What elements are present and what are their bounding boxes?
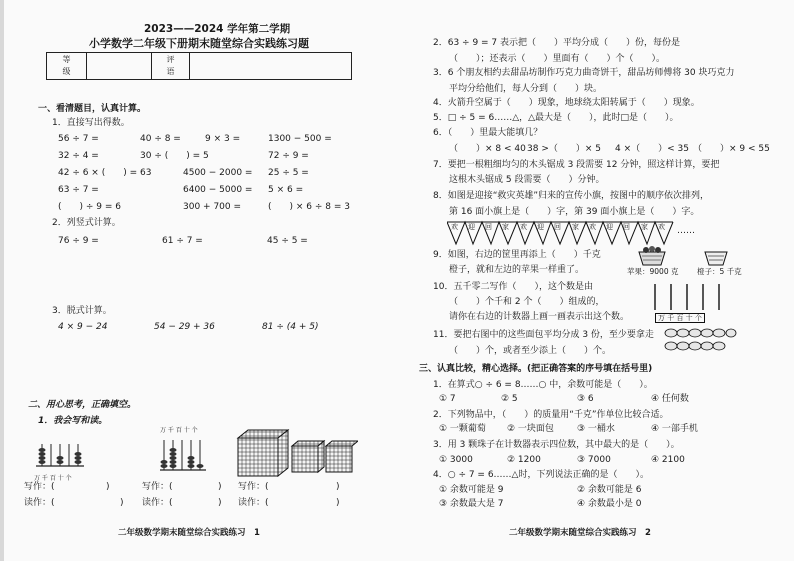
grade-cell bbox=[87, 53, 152, 79]
fill-q7-line2: 这根木头锯成 5 段需要（ ）分钟。 bbox=[449, 175, 605, 185]
q2-heading: 2．列竖式计算。 bbox=[52, 218, 121, 228]
fill-q2-line2: （ ）；还表示（ ）里面有（ ）个（ ）。 bbox=[449, 54, 666, 64]
orange-weight-label: 橙子：5 千克 bbox=[697, 267, 742, 276]
choice-q1-opt3: ③ 6 bbox=[577, 394, 594, 404]
choice-q3: 3．用 3 颗珠子在计数器表示四位数，其中最大的是（ ）。 bbox=[433, 440, 680, 450]
choice-q1-opt1: ① 7 bbox=[439, 394, 456, 404]
choice-q2-opt1: ① 一颗葡萄 bbox=[439, 424, 486, 434]
section-1-heading: 一、看清题目，认真计算。 bbox=[38, 104, 147, 114]
write-label-2: 写作：( bbox=[142, 482, 173, 492]
choice-q4-opt2: ② 余数可能是 6 bbox=[577, 485, 642, 495]
fill-q8-line1: 8．如图是迎接“救灾英雄”归来的宣传小旗，按图中的顺序依次排列， bbox=[433, 191, 710, 201]
fill-q11-line2: （ ）个，或者至少添上（ ）个。 bbox=[449, 346, 612, 356]
calc-r1-c4: 1300 − 500 = bbox=[268, 134, 332, 144]
flag-char-8: 家 bbox=[572, 223, 579, 231]
counting-frame-image bbox=[647, 280, 727, 314]
calc-r3-c4: 25 ÷ 5 = bbox=[268, 168, 309, 178]
flag-ellipsis: …… bbox=[677, 226, 695, 236]
choice-q3-opt3: ③ 7000 bbox=[577, 455, 611, 465]
fill-q7-line1: 7．要把一根粗细均匀的木头锯成 3 段需要 12 分钟，照这样计算，要把 bbox=[433, 160, 720, 170]
calc-r2-c2: 30 ÷ ( ) = 5 bbox=[140, 151, 209, 161]
flag-char-4: 家 bbox=[502, 223, 509, 231]
fill-q6: 6．（ ）里最大能填几？ bbox=[433, 128, 543, 138]
fill-q3-line1: 3．6 个朋友相约去甜品坊制作巧克力曲奇饼干，甜品坊师傅将 30 块巧克力 bbox=[433, 68, 735, 78]
flag-char-12: 家 bbox=[641, 223, 648, 231]
calc-r4-c3: 6400 − 5000 = bbox=[183, 185, 253, 195]
q6-item-1: （ ）× 8 < 40 bbox=[449, 144, 526, 154]
abacus-1-image bbox=[34, 440, 86, 476]
q6-item-4: （ ）× 9 < 55 bbox=[693, 144, 770, 154]
write-label-3: 写作：( bbox=[238, 482, 269, 492]
fill-q10-line2: （ ）个千和 2 个（ ）组成的， bbox=[449, 297, 605, 307]
fill-q10-line3: 请你在右边的计数器上画一画表示出这个数。 bbox=[449, 312, 630, 322]
page-2 bbox=[397, 0, 794, 561]
choice-q2-opt3: ③ 一桶水 bbox=[577, 424, 615, 434]
mixed-calc-3: 81 ÷ (4 + 5) bbox=[262, 322, 319, 332]
abacus-2-labels: 万 千 百 十 个 bbox=[160, 427, 198, 434]
vertical-calc-1: 76 ÷ 9 = bbox=[58, 236, 99, 246]
q1-heading: 1．直接写出得数。 bbox=[52, 118, 130, 128]
abacus-2-image bbox=[158, 438, 208, 474]
flag-char-7: 回 bbox=[554, 223, 561, 231]
calc-r4-c4: 5 × 6 = bbox=[268, 185, 304, 195]
exam-title: 小学数学二年级下册期末随堂综合实践练习题 bbox=[89, 37, 309, 50]
choice-q2-opt4: ④ 一部手机 bbox=[651, 424, 698, 434]
read-label-3: 读作：( bbox=[238, 498, 269, 508]
vertical-calc-2: 61 ÷ 7 = bbox=[162, 236, 203, 246]
choice-q2-opt2: ② 一块面包 bbox=[507, 424, 554, 434]
scan-edge bbox=[0, 0, 4, 561]
grade-label: 等 级 bbox=[62, 55, 71, 76]
place-value-blocks-image bbox=[234, 428, 358, 478]
choice-q4-opt3: ③ 余数最大是 7 bbox=[439, 499, 504, 509]
choice-q1-opt2: ② 5 bbox=[501, 394, 518, 404]
mixed-calc-1: 4 × 9 − 24 bbox=[58, 322, 108, 332]
section-2-heading: 二、用心思考，正确填空。 bbox=[28, 400, 137, 410]
orange-basket-icon bbox=[703, 246, 729, 266]
calc-r5-c1: ( ) ÷ 9 = 6 bbox=[58, 202, 122, 212]
choice-q4-opt1: ① 余数可能是 9 bbox=[439, 485, 504, 495]
abacus-1-labels: 万 千 百 十 个 bbox=[34, 475, 72, 482]
calc-r3-c1: 42 ÷ 6 × ( ) = 63 bbox=[58, 168, 152, 178]
fill-q9-line1: 9．如图，右边的筐里再添上（ ）千克 bbox=[433, 250, 601, 260]
fill-q9-line2: 橙子，就和左边的苹果一样重了。 bbox=[449, 265, 585, 275]
comment-label: 评 语 bbox=[166, 55, 175, 76]
bread-group-image bbox=[663, 326, 737, 354]
q3-heading: 3．脱式计算。 bbox=[52, 306, 112, 316]
choice-q4-opt4: ④ 余数最小是 0 bbox=[577, 499, 642, 509]
choice-q3-opt2: ② 1200 bbox=[507, 455, 541, 465]
choice-q3-opt1: ① 3000 bbox=[439, 455, 473, 465]
q6-item-3: 4 ×（ ）< 35 bbox=[615, 144, 689, 154]
read-label-1: 读作：( bbox=[24, 498, 55, 508]
flag-char-2: 迎 bbox=[468, 223, 475, 231]
flag-char-9: 欢 bbox=[589, 223, 596, 231]
calc-r1-c1: 56 ÷ 7 = bbox=[58, 134, 99, 144]
fill-q8-line2: 第 16 面小旗上是（ ）字，第 39 面小旗上是（ ）字。 bbox=[449, 207, 700, 217]
page-2-footer: 二年级数学期末随堂综合实践练习 2 bbox=[509, 528, 651, 538]
score-table bbox=[46, 52, 352, 80]
calc-r2-c1: 32 ÷ 4 = bbox=[58, 151, 99, 161]
comment-cell bbox=[190, 53, 351, 79]
counting-frame-labels: 万 千 百 十 个 bbox=[655, 313, 705, 323]
read-write-heading: 1．我会写和读。 bbox=[38, 416, 108, 426]
apple-weight-label: 苹果：9000 克 bbox=[627, 267, 679, 276]
fill-q11-line1: 11．要把右图中的这些面包平均分成 3 份，至少要拿走 bbox=[433, 330, 654, 340]
choice-q2: 2．下列物品中，（ ）的质量用“千克”作单位比较合适。 bbox=[433, 410, 669, 420]
page-1: 2023——2024 学年第二学期 小学数学二年级下册期末随堂综合实践练习题 等 级 评 语 一、看清题目，认真计算。 1．直接写出得数。 56 ÷ 7 = 40 ÷ 8 = 9 × 3 = 1300 − 500 = 32 ÷ 4 = 30 ÷ ( ) = 5 72 ÷ 9 = 42 ÷ 6 × ( ) = 63 4500 − 2000 = 25 ÷ 5 = 63 ÷ 7 = 6400 − 5000 = 5 × 6 = ( ) ÷ 9 = 6 300 + 700 = ( ) × 6 ÷ 8 = 3 2．列竖式计算。 76 ÷ 9 = 61 ÷ 7 = 45 ÷ 5 = 3．脱式计算。 4 × 9 − 24 54 − 29 + 36 81 ÷ (4 + 5) 二、用心思考，正确填空。 1．我会写和读。 万 千 百 十 个 万 千 百 十 个 写作：( 读作：( 写作：( 读作：( 写作：( 读作：( ) ) ) ) ) ) 二年级数学期末随堂综合实践练习 1 bbox=[0, 0, 397, 561]
read-label-2: 读作：( bbox=[142, 498, 173, 508]
exam-year-title: 2023——2024 学年第二学期 bbox=[144, 23, 291, 35]
calc-r1-c2: 40 ÷ 8 = bbox=[140, 134, 181, 144]
fill-q2-line1: 2．63 ÷ 9 = 7 表示把（ ）平均分成（ ）份，每份是 bbox=[433, 38, 681, 48]
calc-r5-c3: 300 + 700 = bbox=[183, 202, 242, 212]
flag-char-1: 欢 bbox=[451, 223, 458, 231]
fill-q10-line1: 10．五千零二写作（ ），这个数是由 bbox=[433, 282, 593, 292]
section-3-heading: 三、认真比较，精心选择。(把正确答案的序号填在括号里) bbox=[419, 364, 653, 374]
flag-char-13: 欢 bbox=[658, 223, 665, 231]
page-1-footer: 二年级数学期末随堂综合实践练习 1 bbox=[118, 528, 260, 538]
choice-q3-opt4: ④ 2100 bbox=[651, 455, 685, 465]
choice-q1-opt4: ④ 任何数 bbox=[651, 394, 689, 404]
flag-char-6: 迎 bbox=[537, 223, 544, 231]
flag-char-5: 欢 bbox=[520, 223, 527, 231]
write-label-1: 写作：( bbox=[24, 482, 55, 492]
calc-r1-c3: 9 × 3 = bbox=[205, 134, 241, 144]
calc-r2-c4: 72 ÷ 9 = bbox=[268, 151, 309, 161]
mixed-calc-2: 54 − 29 + 36 bbox=[154, 322, 215, 332]
flag-char-3: 回 bbox=[485, 223, 492, 231]
q6-item-2: 38 >（ ）× 5 bbox=[527, 144, 601, 154]
fill-q5: 5．□ ÷ 5 = 6……△，△最大是（ ），此时□是（ ）。 bbox=[433, 113, 679, 123]
fill-q4: 4．火箭升空属于（ ）现象，地球绕太阳转属于（ ）现象。 bbox=[433, 98, 700, 108]
fill-q3-line2: 平均分给他们，每人分到（ ）块。 bbox=[449, 84, 603, 94]
apple-basket-icon bbox=[637, 244, 667, 266]
flag-char-11: 回 bbox=[623, 223, 630, 231]
choice-q4: 4．○ ÷ 7 = 6……△时，下列说法正确的是（ ）。 bbox=[433, 470, 649, 480]
flag-char-10: 迎 bbox=[606, 223, 613, 231]
calc-r3-c3: 4500 − 2000 = bbox=[183, 168, 253, 178]
choice-q1: 1．在算式○ ÷ 6 = 8……○ 中，余数可能是（ ）。 bbox=[433, 380, 653, 390]
calc-r4-c1: 63 ÷ 7 = bbox=[58, 185, 99, 195]
calc-r5-c4: ( ) × 6 ÷ 8 = 3 bbox=[268, 202, 350, 212]
vertical-calc-3: 45 ÷ 5 = bbox=[267, 236, 308, 246]
